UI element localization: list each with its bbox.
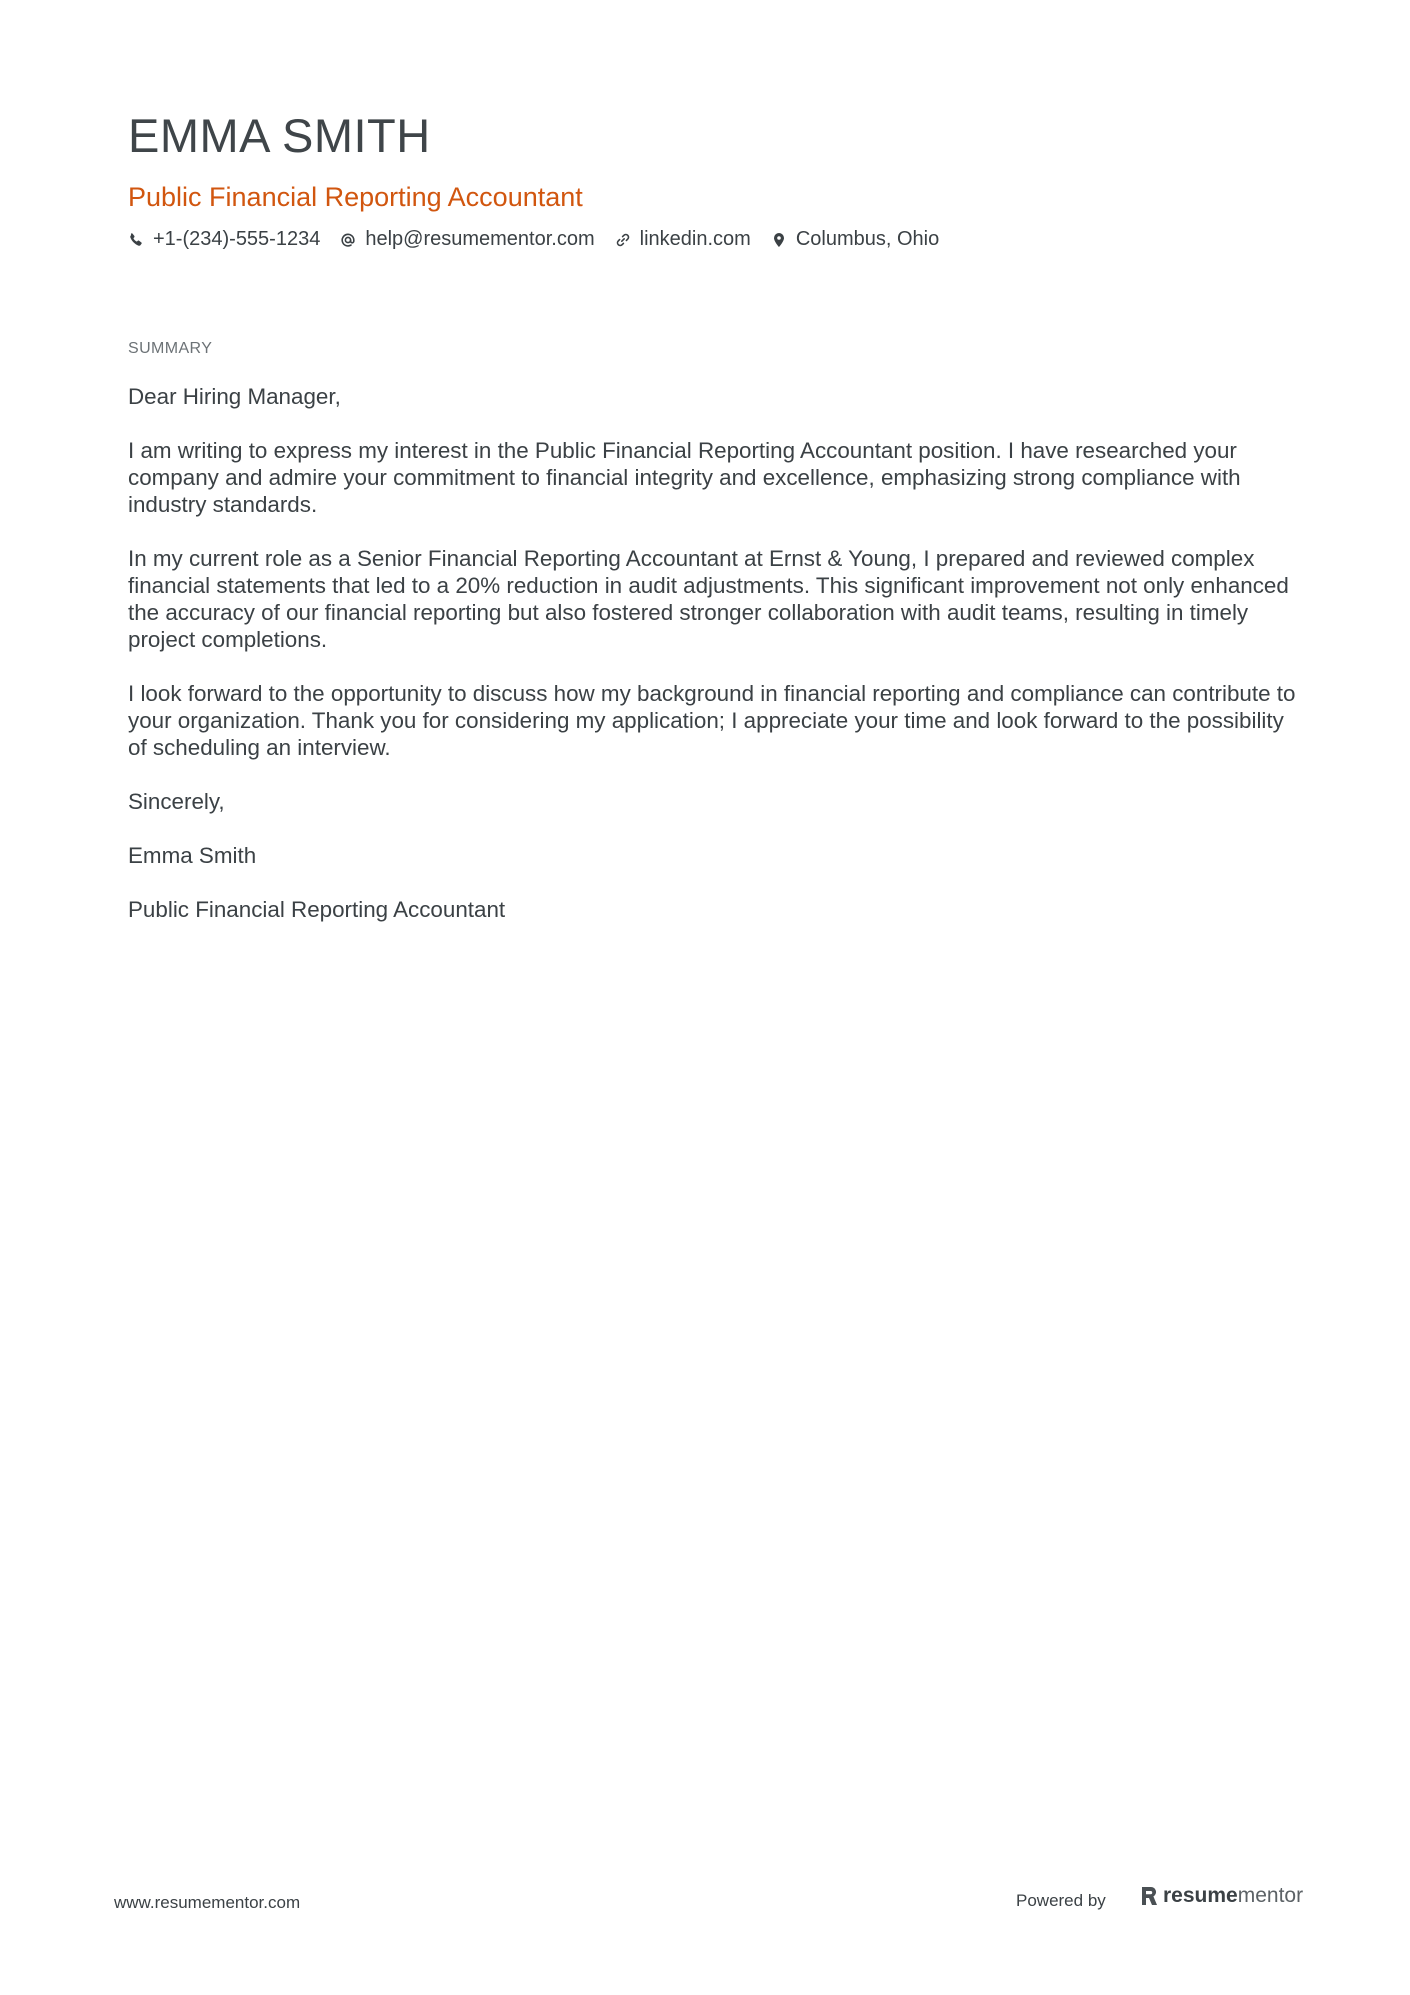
contact-email[interactable] <box>340 228 594 251</box>
letter-paragraph: In my current role as a Senior Financial Reporting Accountant at Ernst & Young, I prepared and reviewed complex financial statements that led to a 20% reduction in audit adjustments. This significant improvement not only enhanced the accuracy of our financial reporting but also fostered stronger collaboration with audit teams, resulting in timely project completions. <box>128 546 1289 652</box>
contact-phone[interactable] <box>128 228 320 251</box>
section-heading-summary: SUMMARY <box>128 340 213 357</box>
contact-bar <box>128 228 959 251</box>
job-title: Public Financial Reporting Accountant <box>128 182 583 212</box>
contact-linkedin[interactable] <box>615 228 751 251</box>
letter-greeting: Dear Hiring Manager, <box>128 384 341 409</box>
powered-by-label: Powered by <box>1016 1891 1106 1910</box>
footer-website-link[interactable]: www.resumementor.com <box>114 1893 301 1912</box>
resumementor-logo-icon <box>1140 1885 1158 1907</box>
candidate-name: EMMA SMITH <box>128 109 431 162</box>
brand-logo[interactable] <box>1140 1884 1303 1908</box>
phone-text: +1-(234)-555-1234 <box>153 228 321 250</box>
letter-closing: Sincerely, <box>128 789 225 814</box>
linkedin-text: linkedin.com <box>639 228 751 250</box>
contact-location <box>771 228 939 251</box>
link-icon <box>615 232 631 248</box>
location-text: Columbus, Ohio <box>795 228 940 250</box>
brand-name-part1: resume <box>1163 1884 1238 1907</box>
letter-body <box>128 383 1298 950</box>
signature-name: Emma Smith <box>128 843 257 868</box>
location-pin-icon <box>771 232 787 248</box>
brand-name-part2: mentor <box>1237 1884 1304 1907</box>
letter-paragraph: I look forward to the opportunity to discuss how my background in financial reporting and compliance can contribute to your organization. Thank you for considering my application; I appreciate your time and look forward to the possibility of scheduling an interview. <box>128 681 1296 760</box>
email-text: help@resumementor.com <box>365 228 595 250</box>
at-icon <box>340 232 356 248</box>
signature-title: Public Financial Reporting Accountant <box>128 897 506 922</box>
letter-paragraph: I am writing to express my interest in the Public Financial Reporting Accountant position. I have researched your company and admire your commitment to financial integrity and excellence, emphasizing strong compliance with industry standards. <box>128 438 1241 517</box>
phone-icon <box>128 232 144 248</box>
